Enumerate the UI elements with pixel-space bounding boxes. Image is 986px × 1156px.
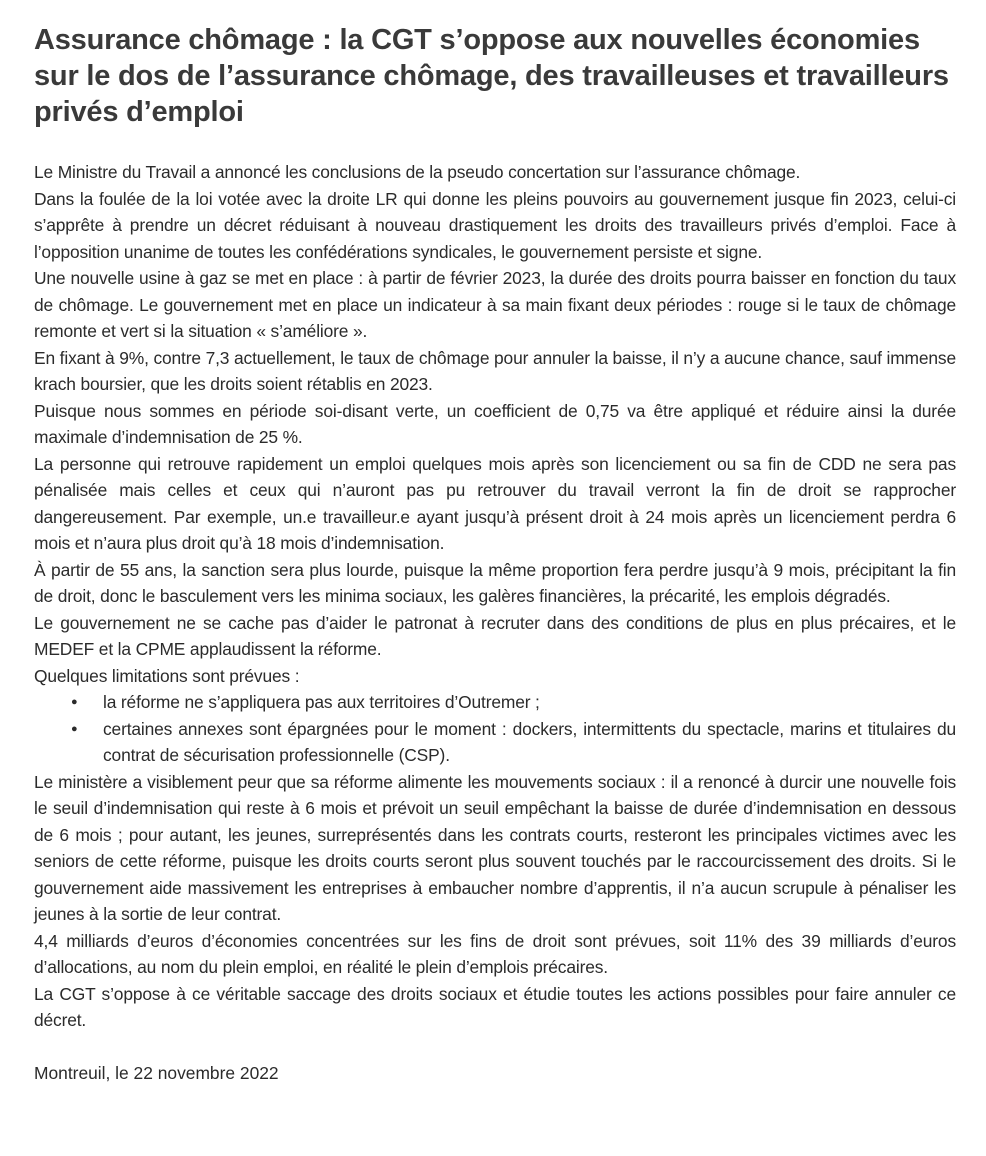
paragraph: Une nouvelle usine à gaz se met en place : à partir de février 2023, la durée des droits pourra baisser en fonction du taux de chômage. Le gouvernement met en place un indicateur à sa main fixant deux périodes : rouge si le taux de chômage remonte et vert si la situation « s’améliore ». — [34, 268, 956, 341]
paragraph: Le Ministre du Travail a annoncé les conclusions de la pseudo concertation sur l’assurance chômage. — [34, 162, 801, 182]
list-item: ● certaines annexes sont épargnées pour le moment : dockers, intermittents du spectacle, marins et titulaires du contrat de sécurisation professionnelle (CSP). — [34, 716, 956, 769]
document-title: Assurance chômage : la CGT s’oppose aux nouvelles économies sur le dos de l’assurance chômage, des travailleuses et travailleurs privés d’emploi — [34, 24, 949, 128]
document-page — [34, 0, 956, 1086]
limitations-list — [34, 689, 956, 769]
paragraph: La CGT s’oppose à ce véritable saccage des droits sociaux et étudie toutes les actions possibles pour faire annuler ce décret. — [34, 983, 956, 1030]
list-item: ● la réforme ne s’appliquera pas aux territoires d’Outremer ; — [34, 689, 956, 716]
document-body — [34, 159, 956, 1034]
paragraph: Le gouvernement ne se cache pas d’aider le patronat à recruter dans des conditions de plus en plus précaires, et le MEDEF et la CPME applaudissent la réforme. — [34, 612, 956, 659]
paragraph: 4,4 milliards d’euros d’économies concentrées sur les fins de droit sont prévues, soit 11% des 39 milliards d’euros d’allocations, au nom du plein emploi, en réalité le plein d’emplois précaires. — [34, 930, 956, 977]
paragraph: Puisque nous sommes en période soi-disant verte, un coefficient de 0,75 va être appliqué et réduire ainsi la durée maximale d’indemnisation de 25 %. — [34, 400, 956, 447]
paragraph: Quelques limitations sont prévues : — [34, 665, 300, 686]
paragraph: En fixant à 9%, contre 7,3 actuellement, le taux de chômage pour annuler la baisse, il n’y a aucune chance, sauf immense krach boursier, que les droits soient rétablis en 2023. — [34, 347, 956, 394]
paragraph: La personne qui retrouve rapidement un emploi quelques mois après son licenciement ou sa fin de CDD ne sera pas pénalisée mais celles et ceux qui n’auront pas pu retrouver du travail verront la fin de droit se rapprocher dangereusement. Par exemple, un.e travailleur.e ayant jusqu’à présent droit à 24 mois après un licenciement perdra 6 mois et n’aura plus droit qu’à 18 mois d’indemnisation. — [34, 453, 956, 553]
paragraph: Le ministère a visiblement peur que sa réforme alimente les mouvements sociaux : il a renoncé à durcir une nouvelle fois le seuil d’indemnisation qui reste à 6 mois et prévoit un seuil empêchant la baisse de durée d’indemnisation en dessous de 6 mois ; pour autant, les jeunes, surreprésentés dans les contrats courts, resteront les principales victimes avec les seniors de cette réforme, puisque les droits courts seront plus souvent touchés par le raccourcissement des droits. Si le gouvernement aide massivement les entreprises à embaucher nombre d’apprentis, il n’a aucun scrupule à pénaliser les jeunes à la sortie de leur contrat. — [34, 771, 956, 924]
signature-date-line: Montreuil, le 22 novembre 2022 — [34, 1062, 279, 1083]
paragraph: À partir de 55 ans, la sanction sera plus lourde, puisque la même proportion fera perdre jusqu’à 9 mois, précipitant la fin de droit, donc le basculement vers les minima sociaux, les galères financières, la précarité, les emplois dégradés. — [34, 559, 956, 606]
paragraph: Dans la foulée de la loi votée avec la droite LR qui donne les pleins pouvoirs au gouvernement jusque fin 2023, celui-ci s’apprête à prendre un décret réduisant à nouveau drastiquement les droits des travailleurs privés d’emploi. Face à l’opposition unanime de toutes les confédérations syndicales, le gouvernement persiste et signe. — [34, 188, 956, 262]
